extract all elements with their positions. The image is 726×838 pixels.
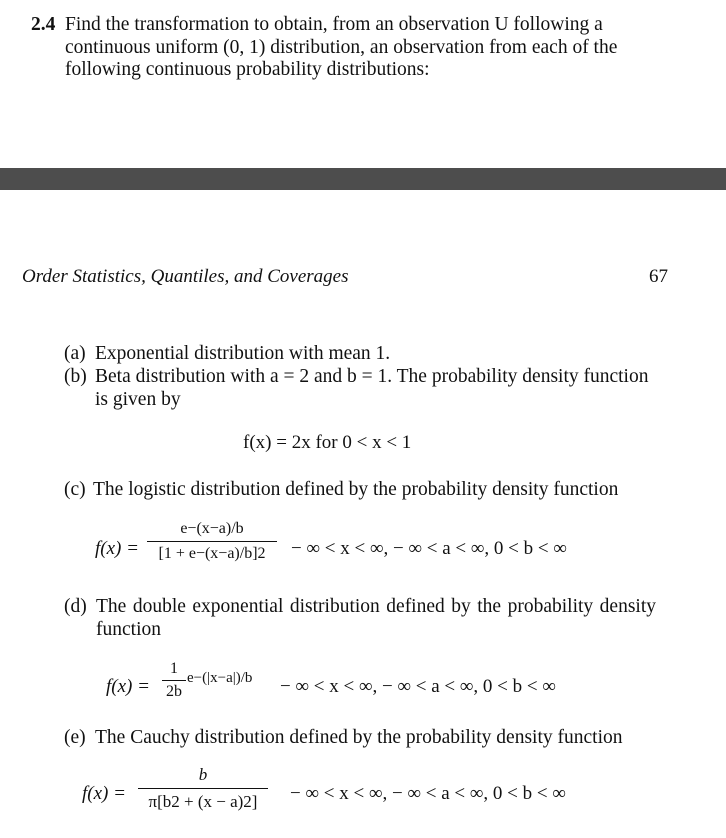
item-e-numerator: b	[138, 765, 268, 789]
item-c-text: The logistic distribution defined by the probability density function	[93, 479, 619, 500]
item-d	[64, 596, 656, 641]
running-head-title: Order Statistics, Quantiles, and Coverages	[22, 266, 349, 287]
item-d-text: The double exponential distribution defined by the probability density function	[96, 596, 656, 640]
item-c-numerator: e−(x−a)/b	[147, 520, 277, 542]
page-break-divider	[0, 168, 726, 190]
item-e-denominator: π[b2 + (x − a)2]	[148, 792, 258, 811]
item-c-fraction	[147, 520, 277, 563]
item-d-label: (d)	[64, 596, 87, 617]
item-e	[64, 727, 664, 750]
item-c	[64, 479, 664, 502]
item-c-denominator: [1 + e−(x−a)/b]2	[158, 545, 266, 562]
item-d-fraction	[162, 660, 186, 701]
item-d-range: − ∞ < x < ∞, − ∞ < a < ∞, 0 < b < ∞	[280, 676, 556, 697]
problem-text: Find the transformation to obtain, from an observation U following a continuous uniform (0, 1) distribution, an observation from each of the following continuous probability distributions:	[65, 14, 618, 80]
item-c-equation	[95, 520, 695, 576]
item-e-label: (e)	[64, 727, 86, 748]
item-d-exp-term: e−(|x−a|)/b	[187, 670, 253, 686]
item-e-range: − ∞ < x < ∞, − ∞ < a < ∞, 0 < b < ∞	[290, 783, 566, 804]
item-c-lhs: f(x) =	[95, 538, 139, 559]
item-e-equation	[82, 765, 702, 821]
item-e-text: The Cauchy distribution defined by the probability density function	[95, 727, 623, 748]
item-e-fraction	[138, 765, 268, 812]
item-b-label: (b)	[64, 366, 87, 387]
item-e-lhs: f(x) =	[82, 783, 126, 804]
item-d-numerator: 1	[162, 660, 186, 681]
item-d-equation	[106, 660, 706, 710]
item-b-text: Beta distribution with a = 2 and b = 1. The probability density function is given by	[95, 366, 649, 410]
item-c-label: (c)	[64, 479, 86, 500]
problem-statement	[31, 14, 671, 82]
item-b	[64, 366, 660, 411]
page-number: 67	[649, 266, 668, 287]
item-b-equation: f(x) = 2x for 0 < x < 1	[243, 432, 412, 453]
item-d-denominator: 2b	[166, 683, 182, 700]
item-a	[64, 343, 664, 366]
item-c-range: − ∞ < x < ∞, − ∞ < a < ∞, 0 < b < ∞	[291, 538, 567, 559]
item-d-lhs: f(x) =	[106, 676, 150, 697]
item-a-label: (a)	[64, 343, 86, 364]
item-a-text: Exponential distribution with mean 1.	[95, 343, 391, 364]
problem-number: 2.4	[31, 14, 56, 35]
